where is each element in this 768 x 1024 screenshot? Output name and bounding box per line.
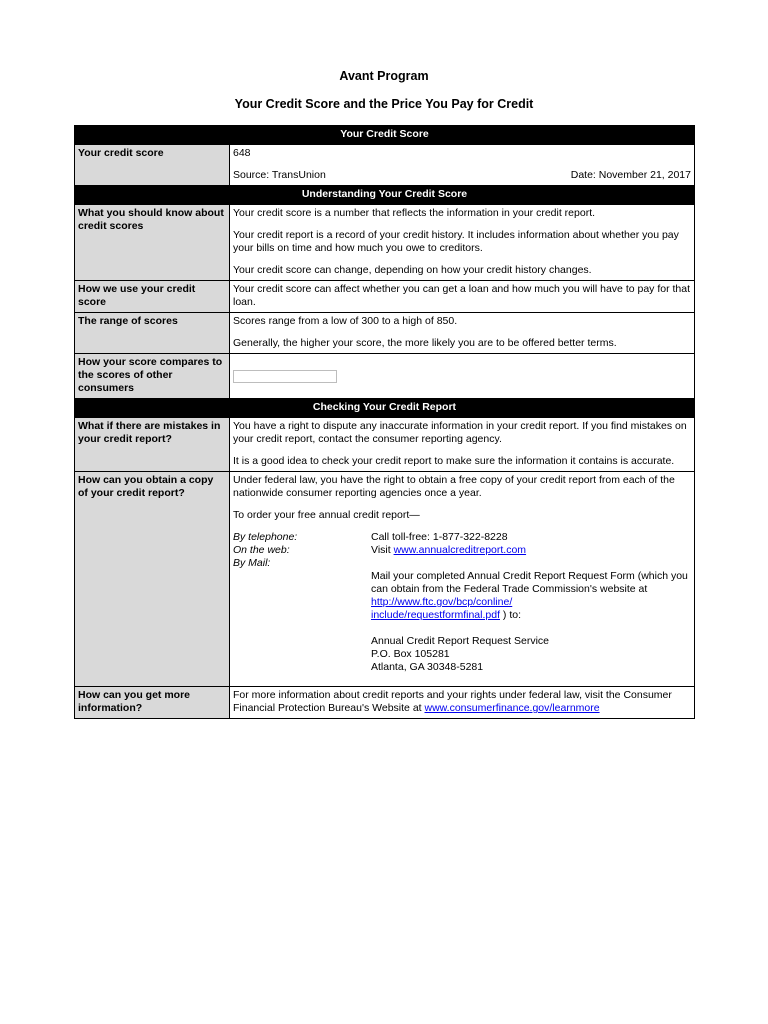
row-label-credit-score: Your credit score [75,145,230,186]
credit-score-value: 648 [233,147,251,159]
row-value-obtain [230,472,695,687]
table-row [75,205,695,281]
paragraph: Under federal law, you have the right to obtain a free copy of your credit report from each of the nationwide consumer reporting agencies once a year. [233,474,675,499]
table-row [75,313,695,354]
mail-instructions [371,570,691,622]
row-value-more-info [230,687,695,719]
ftc-link-part2[interactable]: include/requestformfinal.pdf [371,609,500,621]
more-info-text: For more information about credit reports and your rights under federal law, visit the Consumer Financial Protection Bureau's Website at [233,689,672,714]
visit-prefix: Visit [371,544,394,556]
phone-number: Call toll-free: 1-877-322-8228 [371,531,508,543]
row-value-range [230,313,695,354]
paragraph: Your credit score can change, depending on how your credit history changes. [233,264,592,276]
address-line: Annual Credit Report Request Service [371,635,550,647]
row-label-mistakes: What if there are mistakes in your credit report? [75,418,230,472]
order-methods [233,531,691,674]
mail-text: Mail your completed Annual Credit Report Request Form (which you can obtain from the Federal Trade Commission's website at [371,570,688,595]
table-row [75,281,695,313]
order-method-labels [233,531,371,674]
section-checking: Checking Your Credit Report [75,399,695,418]
row-value-mistakes [230,418,695,472]
consumerfinance-link[interactable]: www.consumerfinance.gov/learnmore [424,702,600,714]
program-title: Avant Program [339,69,429,83]
row-label-more-info: How can you get more information? [75,687,230,719]
address-line: P.O. Box 105281 [371,648,450,660]
spacer [371,622,691,635]
table-row [75,418,695,472]
paragraph: You have a right to dispute any inaccurate information in your credit report. If you find mistakes on your credit report, contact the consumer reporting agency. [233,420,687,445]
by-telephone-label: By telephone: [233,531,298,543]
score-source: Source: TransUnion [233,169,326,181]
table-row [75,145,695,186]
row-value-use [230,281,695,313]
row-label-range: The range of scores [75,313,230,354]
row-label-obtain: How can you obtain a copy of your credit report? [75,472,230,687]
by-mail-label: By Mail: [233,557,271,569]
row-value-know [230,205,695,281]
row-label-use: How we use your credit score [75,281,230,313]
on-the-web-label: On the web: [233,544,290,556]
section-your-credit-score: Your Credit Score [75,126,695,145]
row-label-compare: How your score compares to the scores of other consumers [75,354,230,399]
document-title: Your Credit Score and the Price You Pay for Credit [234,97,534,111]
score-comparison-graphic [233,370,337,383]
mail-suffix: ) to: [500,609,522,621]
paragraph: Your credit report is a record of your credit history. It includes information about whether you pay your bills on time and how much you owe to creditors. [233,229,679,254]
annualcreditreport-link[interactable]: www.annualcreditreport.com [393,544,527,556]
row-label-know: What you should know about credit scores [75,205,230,281]
order-method-details [371,531,691,674]
row-value-compare [230,354,695,399]
mailing-address [371,635,691,674]
address-line: Atlanta, GA 30348-5281 [371,661,484,673]
paragraph: Your credit score is a number that reflects the information in your credit report. [233,207,596,219]
paragraph: Generally, the higher your score, the more likely you are to be offered better terms. [233,337,617,349]
spacer [371,557,691,570]
paragraph: It is a good idea to check your credit report to make sure the information it contains is accurate. [233,455,675,467]
source-date-line [233,169,691,182]
credit-score-disclosure-table [74,125,695,719]
score-date: Date: November 21, 2017 [570,169,691,181]
paragraph: To order your free annual credit report— [233,509,420,521]
table-row [75,687,695,719]
ftc-link-part1[interactable]: http://www.ftc.gov/bcp/conline/ [371,596,513,608]
section-header-row [75,186,695,205]
section-understanding: Understanding Your Credit Score [75,186,695,205]
section-header-row [75,399,695,418]
row-value-credit-score [230,145,695,186]
table-row [75,354,695,399]
section-header-row [75,126,695,145]
paragraph: Scores range from a low of 300 to a high of 850. [233,315,458,327]
paragraph: Your credit score can affect whether you can get a loan and how much you will have to pay for that loan. [233,283,691,308]
table-row [75,472,695,687]
web-line [371,544,691,557]
